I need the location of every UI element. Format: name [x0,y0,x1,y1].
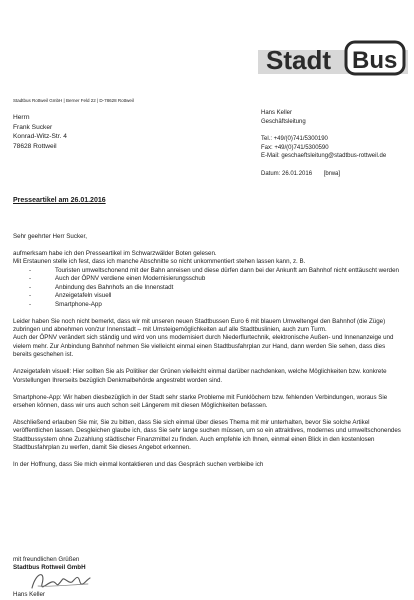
paragraph-conclusion: Abschließend erlauben Sie mir, Sie zu bitten, dass Sie sich einmal über dieses Thema mit mir unterhalten, bevor Sie solche Artikel veröffentlichen lassen. Desgleichen glaube ich, dass Sie sehr lange suchen müssen, um so ein attraktives, modernes und umweltschonendes Stadtbussystem ohne Zuzahlung städtischer Finanzmittel zu finden. Auch empfehle ich Ihnen, einmal einen Blick in den kostenlosen Stadtbusfahrplan zu werfen, damit Sie dieses Angebot erkennen. [13,418,401,452]
contact-tel: Tel.: +49/(0)741/5300190 [261,136,328,143]
subject-line: Presseartikel am 26.01.2016 [13,197,106,204]
recipient-salutation: Herrn [13,114,30,121]
logo-word-stadt: Stadt [266,45,331,75]
letter-body [13,233,405,470]
contact-fax: Fax: +49/(0)741/5300590 [261,144,329,151]
list-item: - Anbindung des Bahnhofs an die Innenstadt [55,284,405,292]
paragraph-hope: In der Hoffnung, dass Sie mich einmal kontaktieren und das Gespräch suchen verbleibe ich [13,461,264,469]
list-item: - Touristen umweltschonend mit der Bahn anreisen und diese dürfen dann bei der Ankunft am Bahnhof nicht enttäuscht werden [55,267,405,275]
stadtbus-logo [258,36,408,76]
contact-name: Hans Keller [261,110,293,116]
recipient-name: Frank Sucker [13,123,53,131]
list-item: - Anzeigetafeln visuell [55,292,405,300]
list-item: - Auch der ÖPNV verdiene einen Modernisierungsschub [55,275,405,283]
paragraph-intro-1: aufmerksam habe ich den Presseartikel im Schwarzwälder Boten gelesen. [13,249,217,257]
recipient-street: Konrad-Witz-Str. 4 [13,133,67,141]
recipient-city: 78628 Rottweil [13,142,57,150]
recipient-address [13,113,67,151]
list-item: - Smartphone-App [55,301,405,309]
paragraph-display-boards: Anzeigetafeln visuell: Hier sollten Sie als Politiker der Grünen vielleicht einmal darüber nachdenken, welche Möglichkeiten bzw. konkrete Vorstellungen Ihrerseits bezüglich Denkmalbehörde angestrebt worden sind. [13,368,387,384]
paragraph-bus-connection: Leider haben Sie noch nicht bemerkt, dass wir mit unseren neuen Stadtbussen Euro 6 mit blauem Umweltengel den Bahnhof (die Züge) zubringen und abnehmen von/zur Innenstadt – mit Umsteigemöglichkeiten auf alle Stadtbuslinien, auch zum Turm. [13,317,386,333]
paragraph-modernisation: Auch der ÖPNV verändert sich ständig und wird von uns modernisiert durch Niederflurtechnik, elektronische Außen- und Innenanzeige und vielem mehr. Zur Anbindung Bahnhof nehmen Sie vielleicht einmal einen Stadtbusfahrplan zur Hand, dann werden Sie sehen, dass dies bereits geschehen ist. [13,334,394,359]
paragraph-smartphone-app: Smartphone-App: Wir haben diesbezüglich in der Stadt sehr starke Probleme mit Funklöchern bzw. fehlenden Verbindungen, woraus Sie ersehen können, dass wir uns auch schon seit Längerem mit diesen Möglichkeiten befassen. [13,393,388,409]
letter-date: Datum: 26.01.2016 [261,170,313,177]
contact-block [261,109,411,179]
contact-email: E-Mail: geschaeftsleitung@stadtbus-rottweil.de [261,153,387,160]
date-line [261,170,411,179]
paragraph-intro-2: Mit Erstaunen stelle ich fest, dass ich manche Abschnitte so nicht unkommentiert stehen lassen kann, z. B. [13,258,306,266]
greeting: Sehr geehrter Herr Sucker, [13,233,87,240]
logo-word-bus: Bus [352,47,398,74]
contact-role: Geschäftsleitung [261,118,306,125]
quoted-points-list [13,267,405,309]
closing-regards: mit freundlichen Grüßen [13,556,80,563]
closing-company: Stadtbus Rottweil GmbH [13,564,86,572]
signer-name: Hans Keller [13,591,45,598]
reference-code: [brwa] [323,170,341,177]
sender-address-line: Stadtbus Rottweil GmbH | Berner Feld 22 | D-78628 Rottweil [13,98,134,103]
